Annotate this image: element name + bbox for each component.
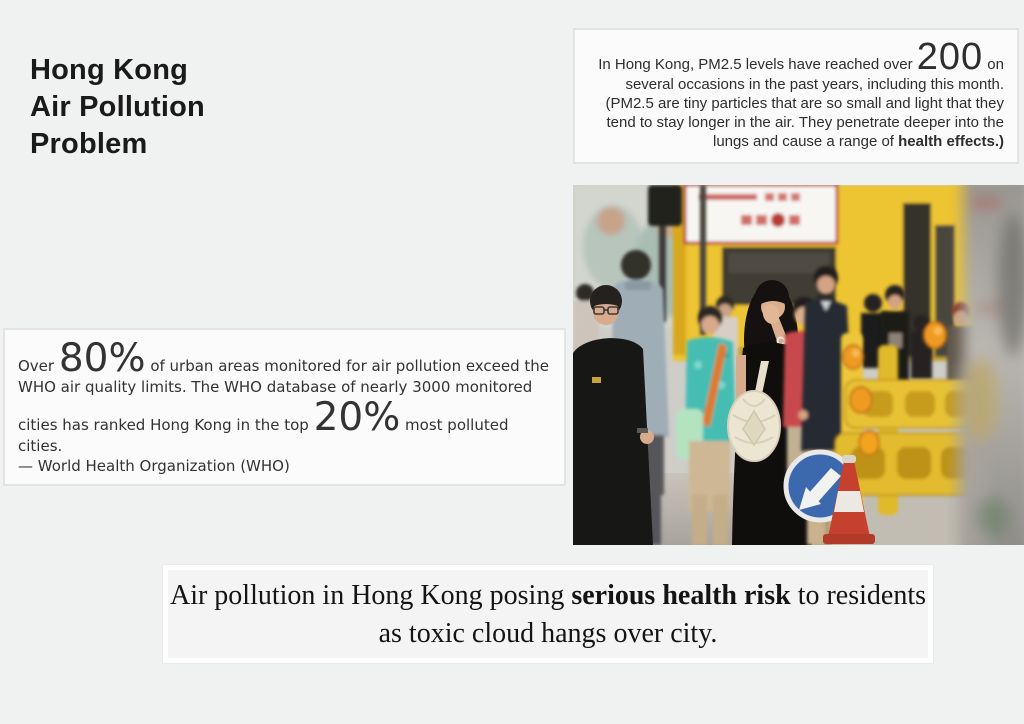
headline-bold: serious health risk (571, 580, 791, 611)
pm25-big-value: 200 (916, 36, 984, 78)
pm25-text-after: on several occasions in the past years, including this month. (PM2.5 are tiny particles that are so small and light that they tend to stay longer in the air. They penetrate deeper into the lungs and cause a range of (605, 56, 1004, 150)
slide-title-line-3: Problem (30, 128, 148, 160)
bus-ad-logo (771, 213, 785, 227)
slide-title (30, 52, 205, 163)
headline-box (163, 565, 933, 663)
slide-title-line-2: Air Pollution (30, 91, 205, 123)
slide-title-line-1: Hong Kong (30, 54, 189, 86)
who-attribution: — World Health Organization (WHO) (18, 456, 290, 475)
white-handbag (728, 391, 780, 461)
pm25-fact-box (573, 28, 1019, 164)
motion-blur-foreground (957, 185, 1024, 545)
street-photo (573, 185, 1024, 545)
street-photo-illustration (573, 185, 1024, 545)
pm25-text-before: In Hong Kong, PM2.5 levels have reached over (598, 56, 917, 73)
who-tail: most polluted cities. (18, 415, 509, 455)
who-statistics-box (3, 328, 566, 486)
who-lead: Over (18, 357, 59, 375)
headline-seg2: to residents as toxic cloud hangs over city. (378, 580, 926, 649)
wristwatch (637, 428, 648, 433)
pm25-bold-tail: health effects.) (898, 132, 1004, 150)
headline-seg1: Air pollution in Hong Kong posing (169, 580, 572, 611)
bus-ad-panel (685, 185, 837, 243)
who-middle: of urban areas monitored for air pollution exceed the WHO air quality limits. The WHO database of nearly 3000 monitored cities has ranked Hong Kong in the top (18, 357, 550, 434)
who-big-80: 80% (58, 336, 146, 381)
who-big-20: 20% (313, 394, 401, 440)
name-badge (592, 377, 601, 383)
